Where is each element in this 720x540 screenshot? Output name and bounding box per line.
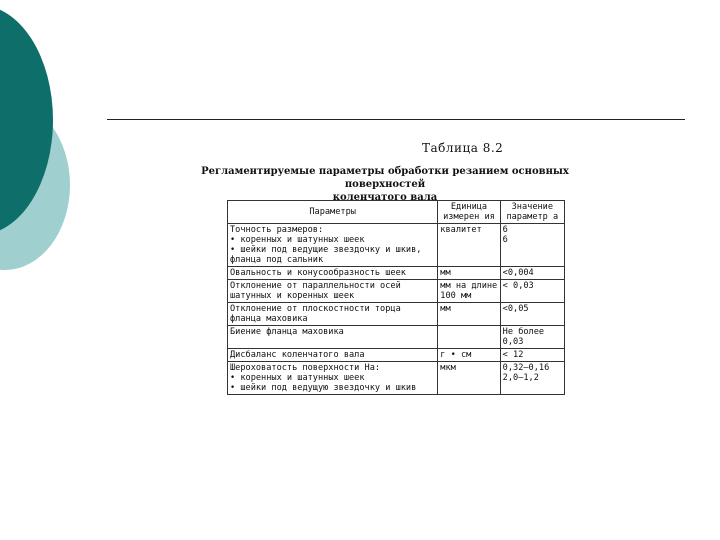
value-cell: <0,004 xyxy=(500,267,564,280)
value-cell: < 0,03 xyxy=(500,280,564,303)
table-row xyxy=(228,326,565,349)
caption-line-1: Регламентируемые параметры обработки резанием основных поверхностей xyxy=(201,166,569,190)
unit-cell: квалитет xyxy=(438,224,500,267)
value-cell: < 12 xyxy=(500,349,564,362)
header-value: Значение параметр а xyxy=(500,201,564,224)
param-item: • коренных и шатунных шеек xyxy=(230,373,435,383)
table-caption xyxy=(175,165,595,204)
unit-cell: мкм xyxy=(438,362,500,395)
param-cell: Дисбаланс коленчатого вала xyxy=(228,349,438,362)
param-item: • коренных и шатунных шеек xyxy=(230,235,435,245)
param-cell xyxy=(228,362,438,395)
param-cell: Овальность и конусообразность шеек xyxy=(228,267,438,280)
title-rule xyxy=(107,119,685,120)
table-number: Таблица 8.2 xyxy=(422,141,504,155)
table-row xyxy=(228,349,565,362)
parameters-table xyxy=(227,200,565,395)
table-row xyxy=(228,280,565,303)
param-cell xyxy=(228,224,438,267)
param-cell: Биение фланца маховика xyxy=(228,326,438,349)
unit-cell xyxy=(438,326,500,349)
header-unit: Единица измерен ия xyxy=(438,201,500,224)
header-param: Параметры xyxy=(228,201,438,224)
table-row xyxy=(228,362,565,395)
unit-cell: мм на длине 100 мм xyxy=(438,280,500,303)
param-label: Шероховатость поверхности На: xyxy=(230,363,381,373)
value-cell xyxy=(500,224,564,267)
param-item: • шейки под ведущие звездочку и шкив, фланца под сальник xyxy=(230,245,435,265)
value-cell xyxy=(500,362,564,395)
param-label: Точность размеров: xyxy=(230,225,324,235)
table-header-row xyxy=(228,201,565,224)
value-item: 0,32—0,16 xyxy=(502,363,550,373)
param-cell: Отклонение от плоскостности торца фланца маховика xyxy=(228,303,438,326)
value-cell: Не более 0,03 xyxy=(500,326,564,349)
unit-cell: мм xyxy=(438,303,500,326)
value-item: 6 xyxy=(502,225,508,235)
value-item: 2,0—1,2 xyxy=(502,373,539,383)
param-item: • шейки под ведущую звездочку и шкив xyxy=(230,383,435,393)
table-row xyxy=(228,224,565,267)
unit-cell: мм xyxy=(438,267,500,280)
param-cell: Отклонение от параллельности осей шатунных и коренных шеек xyxy=(228,280,438,303)
unit-cell: г • см xyxy=(438,349,500,362)
caption-line-2: коленчатого вала xyxy=(332,192,438,203)
value-cell: <0,05 xyxy=(500,303,564,326)
table-row xyxy=(228,267,565,280)
value-item: 6 xyxy=(502,235,508,245)
table-row xyxy=(228,303,565,326)
